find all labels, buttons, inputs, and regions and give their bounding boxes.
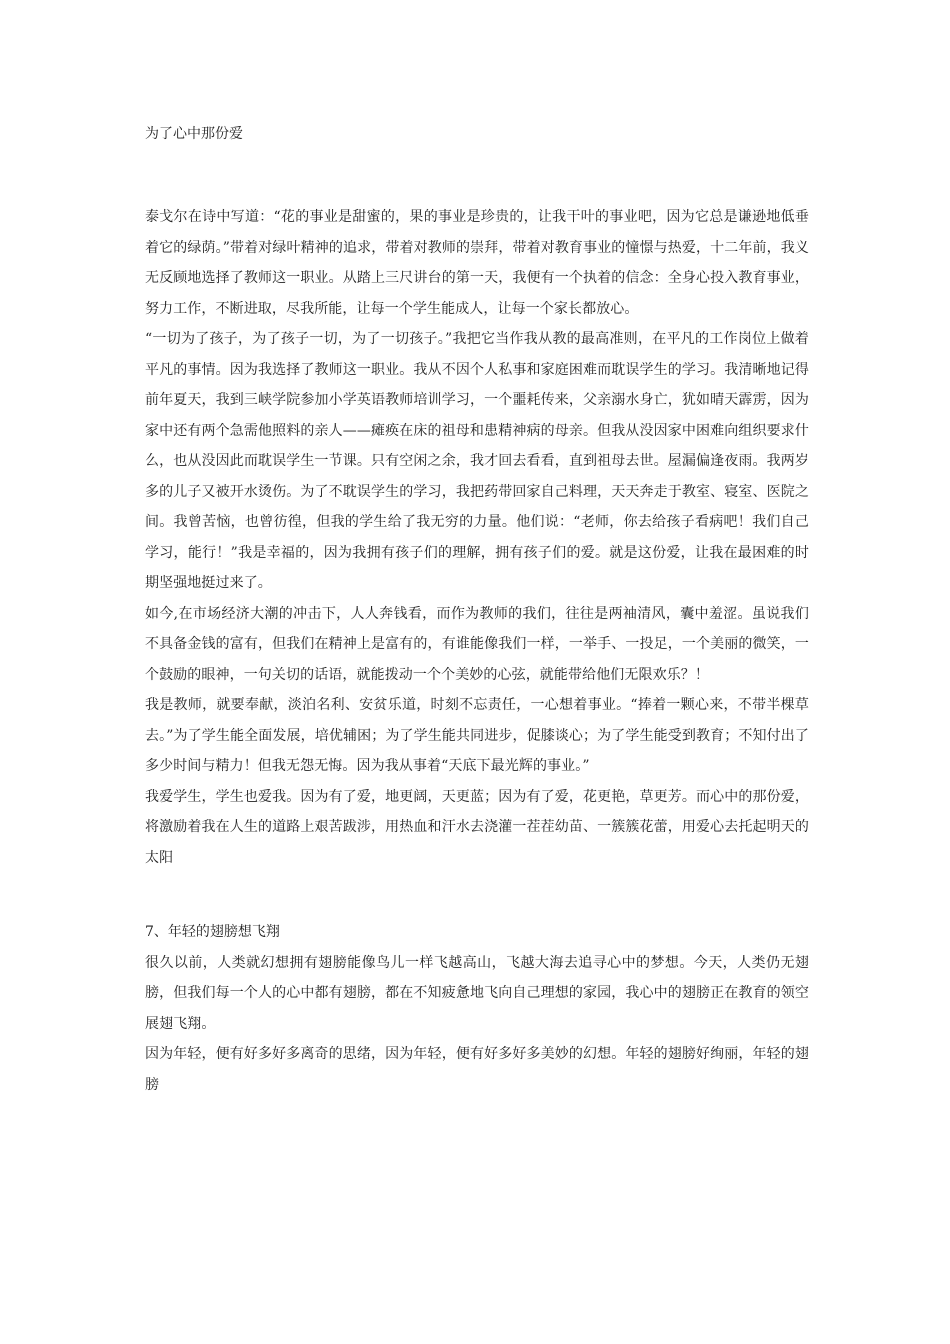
spacer	[145, 146, 809, 202]
paragraph-1: 泰戈尔在诗中写道：“花的事业是甜蜜的，果的事业是珍贵的，让我干叶的事业吧，因为它总是谦逊地低垂着它的绿荫。”带着对绿叶精神的追求，带着对教师的崇拜，带着对教育事业的憧憬与热爱，十二年前，我义无反顾地选择了教师这一职业。从踏上三尺讲台的第一天，我便有一个执着的信念：全身心投入教育事业，努力工作，不断进取，尽我所能，让每一个学生能成人，让每一个家长都放心。	[145, 209, 809, 317]
paragraph-5: 我爱学生，学生也爱我。因为有了爱，地更阔，天更蓝；因为有了爱，花更艳，草更芳。而心中的那份爱，将激励着我在人生的道路上艰苦跋涉，用热血和汗水去浇灌一茬茬幼苗、一簇簇花蕾，用爱心去托起明天的太阳	[145, 788, 809, 866]
document-title: 为了心中那份爱	[145, 126, 243, 142]
section-heading: 7、年轻的翅膀想飞翔	[145, 924, 280, 940]
document-body	[145, 122, 809, 1100]
section2-paragraph-2: 因为年轻，便有好多好多离奇的思绪，因为年轻，便有好多好多美妙的幻想。年轻的翅膀好绚丽，年轻的翅膀	[145, 1046, 809, 1093]
section2-paragraph-1: 很久以前，人类就幻想拥有翅膀能像鸟儿一样飞越高山，飞越大海去追寻心中的梦想。今天，人类仍无翅膀，但我们每一个人的心中都有翅膀，都在不知疲惫地飞向自己理想的家园，我心中的翅膀正在教育的领空展翅飞翔。	[145, 954, 809, 1032]
paragraph-3: 如今,在市场经济大潮的冲击下，人人奔钱看，而作为教师的我们，往往是两袖清风，囊中羞涩。虽说我们不具备金钱的富有，但我们在精神上是富有的，有谁能像我们一样，一举手、一投足，一个美丽的微笑，一个鼓励的眼神，一句关切的话语，就能拨动一个个美妙的心弦，就能带给他们无限欢乐？！	[145, 605, 809, 683]
paragraph-2: “一切为了孩子，为了孩子一切，为了一切孩子。”我把它当作我从教的最高准则，在平凡的工作岗位上做着平凡的事情。因为我选择了教师这一职业。我从不因个人私事和家庭困难而耽误学生的学习。我清晰地记得前年夏天，我到三峡学院参加小学英语教师培训学习，一个噩耗传来，父亲溺水身亡，犹如晴天霹雳，因为家中还有两个急需他照料的亲人——瘫痪在床的祖母和患精神病的母亲。但我从没因家中困难向组织要求什么，也从没因此而耽误学生一节课。只有空闲之余，我才回去看看，直到祖母去世。屋漏偏逢夜雨。我两岁多的儿子又被开水烫伤。为了不耽误学生的学习，我把药带回家自己料理，天天奔走于教室、寝室、医院之间。我曾苦恼，也曾彷徨，但我的学生给了我无穷的力量。他们说：“老师，你去给孩子看病吧！我们自己学习，能行！”我是幸福的，因为我拥有孩子们的理解，拥有孩子们的爱。就是这份爱，让我在最困难的时期坚强地挺过来了。	[145, 331, 809, 591]
paragraph-4: 我是教师，就要奉献，淡泊名利、安贫乐道，时刻不忘责任，一心想着事业。“捧着一颗心来，不带半棵草去。”为了学生能全面发展，培优辅困；为了学生能共同进步，促膝谈心；为了学生能受到教育；不知付出了多少时间与精力！但我无怨无悔。因为我从事着“天底下最光辉的事业。”	[145, 697, 809, 774]
spacer	[145, 873, 809, 917]
